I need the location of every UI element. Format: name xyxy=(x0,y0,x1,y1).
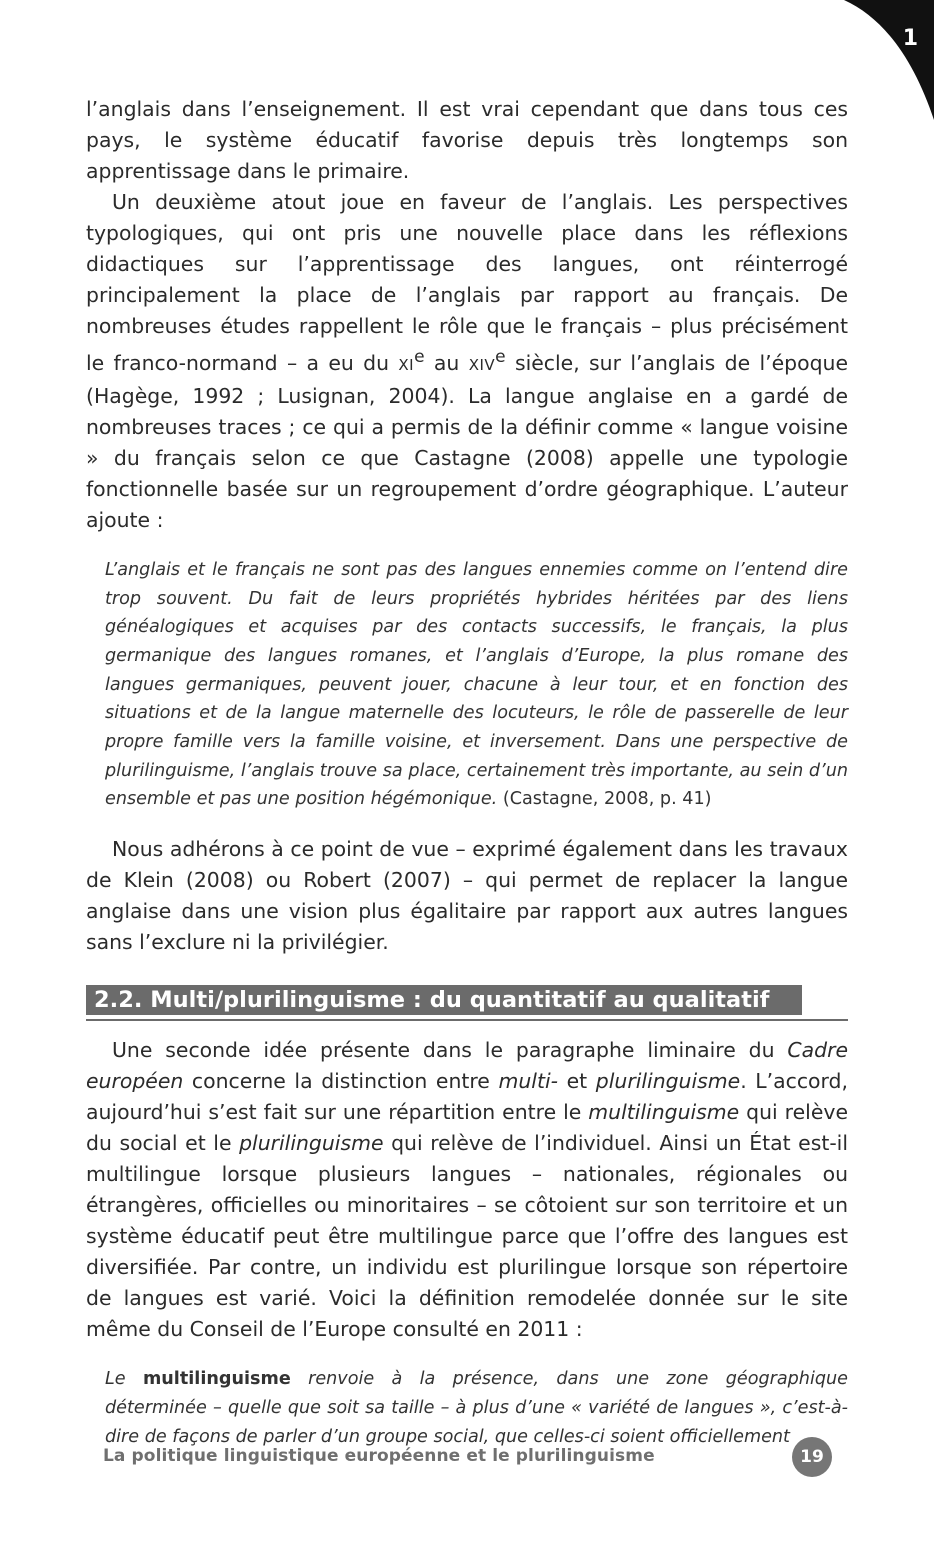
section-heading xyxy=(86,985,848,1021)
block-quote-castagne: L’anglais et le français ne sont pas des langues ennemies comme on l’entend dire trop souvent. Du fait de leurs propriétés hybrides héritées par des liens généalogiques et acquises par des contacts successifs, le français, la plus germanique des langues romanes, et l’anglais d’Europe, la plus romane des langues germaniques, peuvent jouer, chacune à leur tour, et en fonction des situations et de la langue maternelle des locuteurs, le rôle de passerelle de leur propre famille vers la famille voisine, et inversement. Dans une perspective de plurilinguisme, l’anglais trouve sa place, certainement très importante, au sein d’un ensemble et pas une position hégémonique. (Castagne, 2008, p. 41) xyxy=(105,559,848,810)
block-quote-definition: Le multilinguisme renvoie à la présence, dans une zone géographique déterminée – quelle que soit sa taille – à plus d’une « variété de langues », c’est-à-dire de façons de parler d’un groupe social, que celles-ci soient officiellement xyxy=(105,1369,848,1447)
paragraph-4: Une seconde idée présente dans le paragraphe liminaire du Cadre européen concerne la distinction entre multi- et plurilinguisme. L’accord, aujourd’hui s’est fait sur une répartition entre le multilinguisme qui relève du social et le plurilinguisme qui relève de l’individuel. Ainsi un État est-il multilingue lorsque plusieurs langues – nationales, régionales ou étrangères, officielles ou minoritaires – se côtoient sur son territoire et un système éducatif peut être multilingue parce que l’offre des langues est diversifiée. Par contre, un individu est plurilingue lorsque son répertoire de langues est varié. Voici la définition remodelée donnée sur le site même du Conseil de l’Europe consulté en 2011 : xyxy=(86,1038,849,1342)
page-number-badge: 19 xyxy=(792,1437,832,1477)
chapter-tab xyxy=(844,0,934,120)
page-body xyxy=(86,94,848,1451)
running-footer-title: La politique linguistique européenne et le plurilinguisme xyxy=(103,1446,655,1466)
paragraph-2: Un deuxième atout joue en faveur de l’anglais. Les perspectives typologiques, qui ont pris une nouvelle place dans les réflexions didactiques sur l’apprentissage des langues, ont réinterrogé principalement la place de l’anglais par rapport au français. De nombreuses études rappellent le rôle que le français – plus précisément le franco-normand – a eu du XIe au XIVe siècle, sur l’anglais de l’époque (Hagège, 1992 ; Lusignan, 2004). La langue anglaise en a gardé de nombreuses traces ; ce qui a permis de la définir comme « langue voisine » du français selon ce que Castagne (2008) appelle une typologie fonctionnelle basée sur un regroupement d’ordre géographique. L’auteur ajoute : xyxy=(86,190,849,532)
section-heading-title: 2.2. Multi/plurilinguisme : du quantitatif au qualitatif xyxy=(86,985,802,1015)
paragraph-1: l’anglais dans l’enseignement. Il est vrai cependant que dans tous ces pays, le système éducatif favorise depuis très longtemps son apprentissage dans le primaire. xyxy=(86,97,848,183)
chapter-number: 1 xyxy=(902,26,918,51)
paragraph-3: Nous adhérons à ce point de vue – exprimé également dans les travaux de Klein (2008) ou Robert (2007) – qui permet de replacer la langue anglaise dans une vision plus égalitaire par rapport aux autres langues sans l’exclure ni la privilégier. xyxy=(86,837,848,955)
